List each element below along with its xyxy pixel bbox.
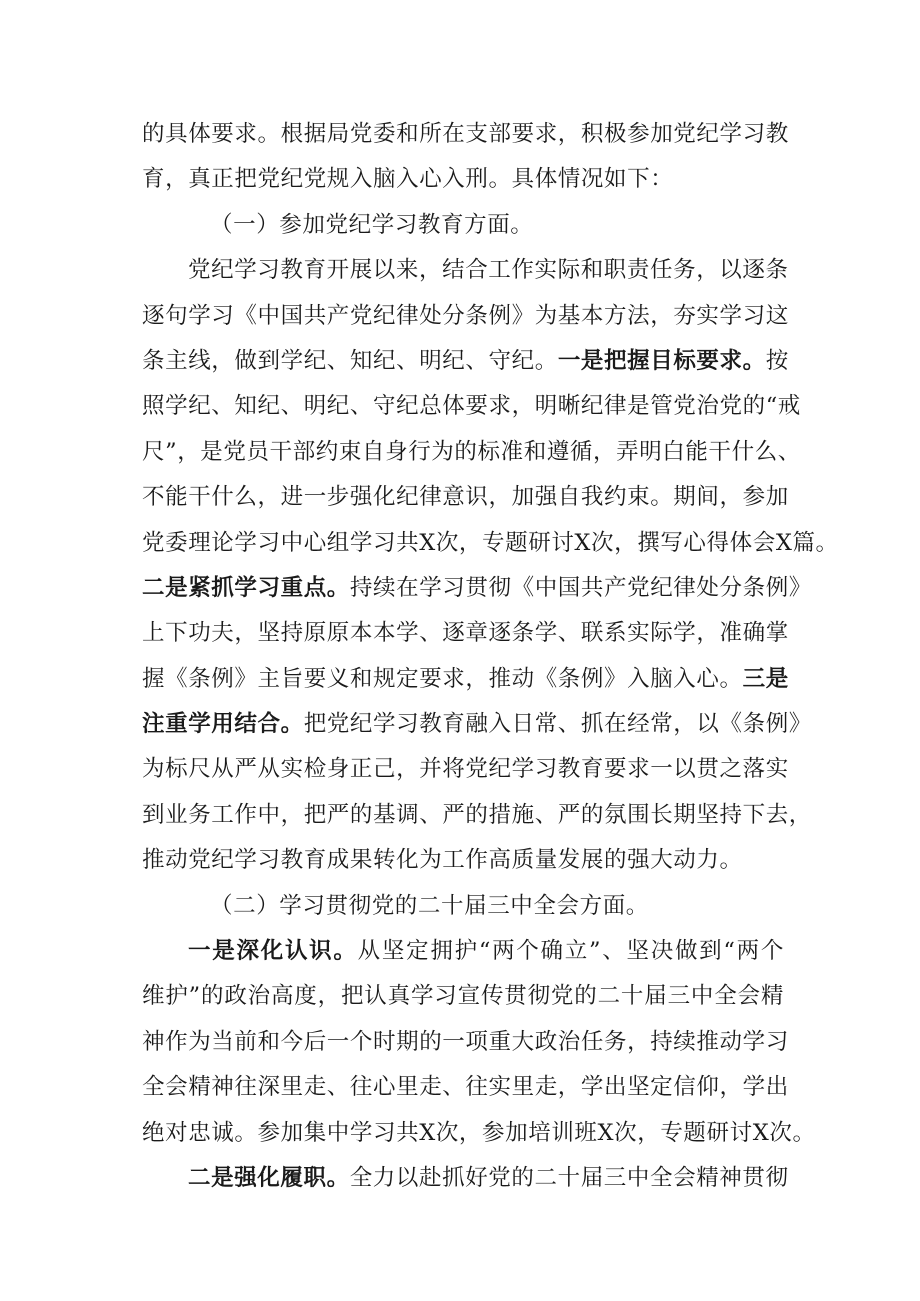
text-segment: 党纪学习教育开展以来，结合工作实际和职责任务，以逐条 <box>188 257 789 284</box>
text-segment: 的具体要求。根据局党委和所在支部要求，积极参加党纪学习教 <box>142 121 789 147</box>
text-segment: 为标尺从严从实检身正己，并将党纪学习教育要求一以贯之落实 <box>142 756 789 783</box>
text-segment: 到业务工作中，把严的基调、严的措施、严的氛围长期坚持下去， <box>142 801 812 828</box>
paragraph-line <box>142 929 784 974</box>
paragraph-line <box>142 1156 789 1201</box>
bold-lead-phrase: 二是强化履职。 <box>188 1164 350 1191</box>
paragraph-line <box>142 566 812 611</box>
text-segment: 照学纪、知纪、明纪、守纪总体要求，明晰纪律是管党治党的“戒 <box>142 393 801 420</box>
section-heading-text: （一）参加党纪学习教育方面。 <box>210 211 534 238</box>
text-segment: 尺”，是党员干部约束自身行为的标准和遵循，弄明白能干什么、 <box>142 438 801 465</box>
paragraph-line <box>142 747 789 792</box>
text-segment: 维护”的政治高度，把认真学习宣传贯彻党的二十届三中全会精 <box>142 983 784 1010</box>
paragraph-line <box>142 611 789 656</box>
paragraph-line <box>142 384 801 429</box>
text-segment: 育，真正把党纪党规入脑入心入刑。具体情况如下： <box>142 166 674 193</box>
section-heading-2 <box>142 884 784 929</box>
text-segment: 把党纪学习教育融入日常、抓在经常，以《条例》 <box>303 711 812 738</box>
bold-lead-phrase: 一是深化认识。 <box>188 938 358 965</box>
paragraph-line <box>142 475 789 520</box>
paragraph-line <box>142 1111 816 1156</box>
text-segment: 神作为当前和今后一个时期的一项重大政治任务，持续推动学习 <box>142 1028 789 1055</box>
paragraph-line <box>142 157 784 202</box>
text-segment: 逐句学习《中国共产党纪律处分条例》为基本方法，夯实学习这 <box>142 302 789 329</box>
text-segment: 上下功夫，坚持原原本本学、逐章逐条学、联系实际学，准确掌 <box>142 620 789 647</box>
paragraph-line <box>142 1065 789 1110</box>
bold-lead-phrase: 一是把握目标要求。 <box>557 347 766 374</box>
paragraph-line <box>142 838 784 883</box>
paragraph-line <box>142 430 801 475</box>
bold-lead-phrase: 二是紧抓学习重点。 <box>142 574 350 601</box>
text-segment: 不能干什么，进一步强化纪律意识，加强自我约束。期间，参加 <box>142 484 789 511</box>
paragraph-line <box>142 521 839 566</box>
text-segment: 推动党纪学习教育成果转化为工作高质量发展的强大动力。 <box>142 847 743 874</box>
text-segment: 全力以赴抓好党的二十届三中全会精神贯彻 <box>349 1164 789 1191</box>
section-heading-text: （二）学习贯彻党的二十届三中全会方面。 <box>210 892 649 919</box>
bold-lead-phrase: 注重学用结合。 <box>142 711 304 738</box>
text-segment: 绝对忠诚。参加集中学习共X次，参加培训班X次，专题研讨X次。 <box>142 1119 816 1146</box>
paragraph-line <box>142 339 789 384</box>
text-segment: 持续在学习贯彻《中国共产党纪律处分条例》 <box>349 574 812 601</box>
paragraph-line <box>142 248 789 293</box>
paragraph-line <box>142 974 784 1019</box>
section-heading-1 <box>142 203 784 248</box>
paragraph-line <box>142 793 812 838</box>
bold-lead-phrase: 三是 <box>742 665 789 692</box>
paragraph-line <box>142 112 789 157</box>
paragraph-line <box>142 1020 789 1065</box>
text-segment: 按 <box>765 347 789 374</box>
text-segment: 握《条例》主旨要义和规定要求，推动《条例》入脑入心。 <box>142 665 743 692</box>
paragraph-line <box>142 294 789 339</box>
text-segment: 党委理论学习中心组学习共X次，专题研讨X次，撰写心得体会X篇。 <box>142 529 839 556</box>
text-segment: 从坚定拥护“两个确立”、坚决做到“两个 <box>357 938 784 965</box>
document-body <box>142 112 839 1201</box>
text-segment: 条主线，做到学纪、知纪、明纪、守纪。 <box>142 347 558 374</box>
paragraph-line <box>142 702 812 747</box>
text-segment: 全会精神往深里走、往心里走、往实里走，学出坚定信仰，学出 <box>142 1074 789 1101</box>
paragraph-line <box>142 657 789 702</box>
